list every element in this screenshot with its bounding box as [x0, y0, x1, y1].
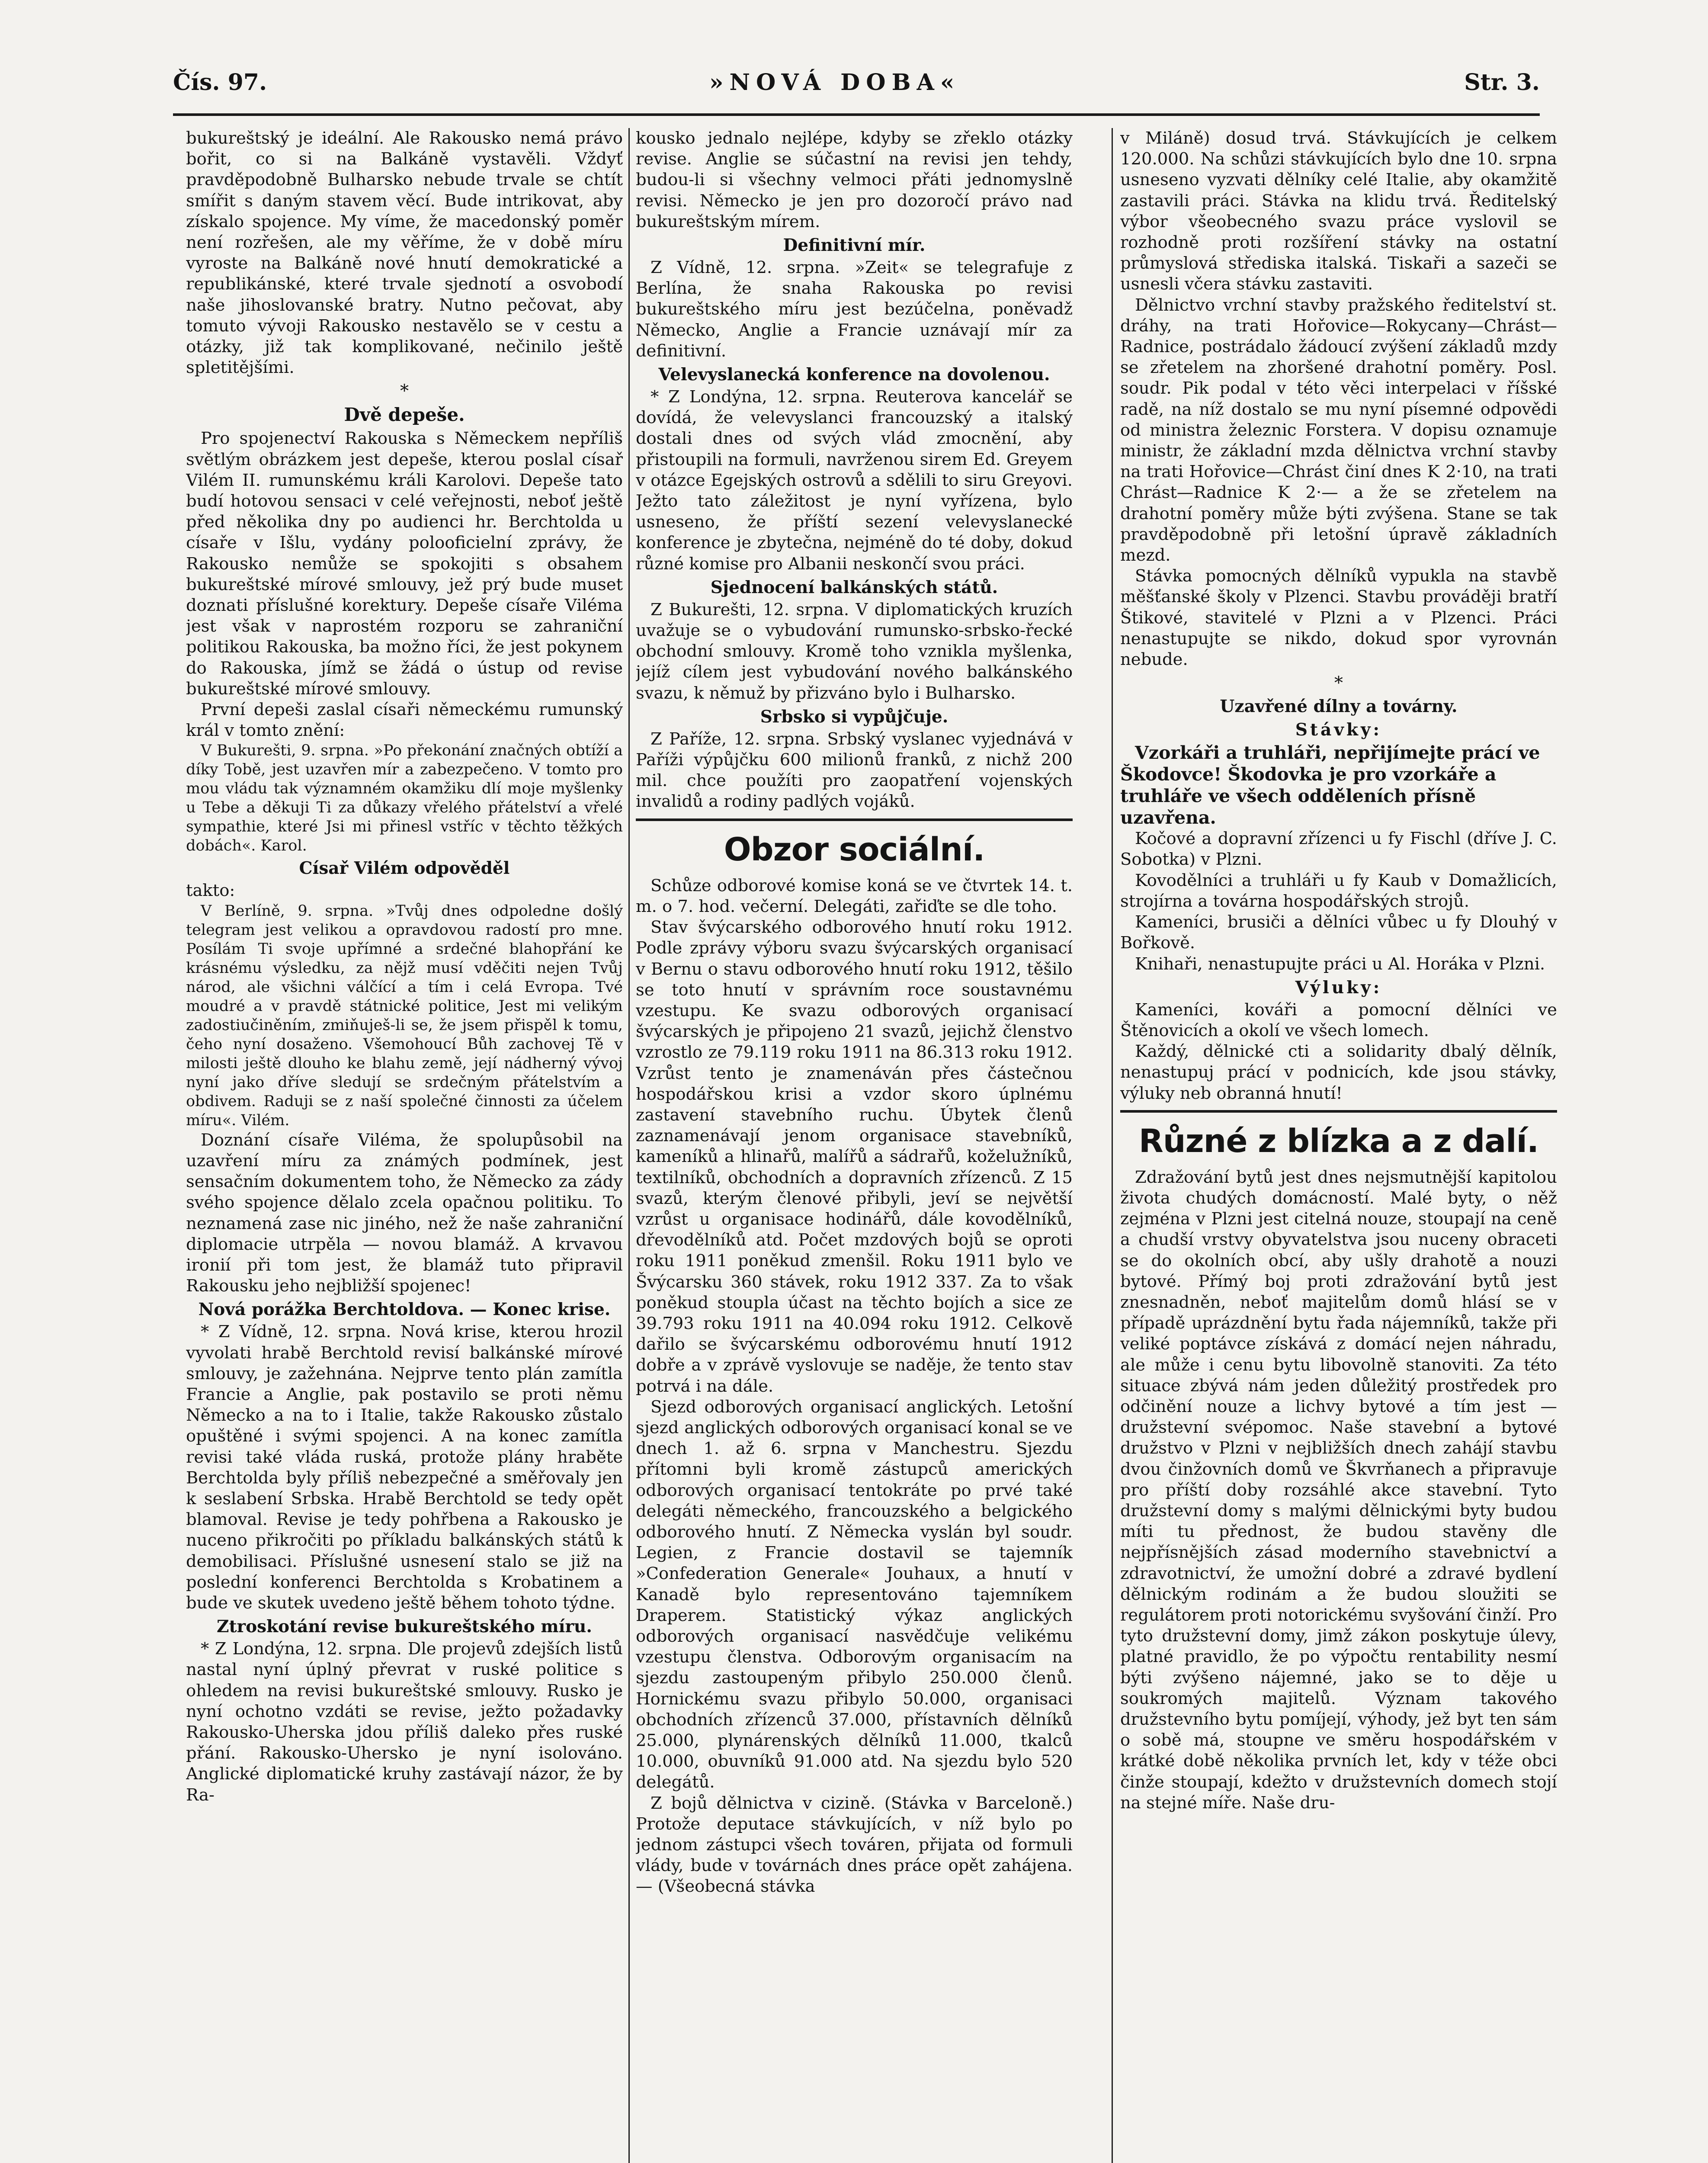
page-header — [173, 69, 1540, 108]
section-rule — [636, 818, 1073, 821]
article-subheading: Velevyslanecká konference na dovolenou. — [658, 365, 1050, 385]
list-item: Knihaři, nenastupujte práci u Al. Horáka v Plzni. — [1135, 954, 1545, 974]
issue-number: Čís. 97. — [173, 69, 267, 96]
section-separator: * — [400, 381, 409, 401]
header-rule — [173, 113, 1540, 116]
article-paragraph: Z Paříže, 12. srpna. Srbský vyslanec vyjednává v Paříži výpůjčku 600 milionů franků, z nichž 200 mil. chce použíti pro zaopatření vojenských invalidů a rodiny padlých vojáků. — [636, 729, 1073, 812]
article-paragraph: Z Vídně, 12. srpna. »Zeit« se telegrafuje z Berlína, že snaha Rakouska po revisi bukureštského míru jest bezúčelna, poněvadž Německo, Anglie a Francie uznávají mír za definitivní. — [636, 258, 1073, 361]
section-separator: * — [1334, 673, 1343, 693]
article-paragraph: * Z Vídně, 12. srpna. Nová krise, kterou hrozil vyvolati hrabě Berchtold revisí balkánské mírové smlouvy, je zažehnána. Nejprve tento plán zamítla Francie a Anglie, pak postavilo se proti němu Německo a na to i Italie, takže Rakousko zůstalo opuštěné i svými spojenci. A na konec zamítla revisi také vláda ruská, protože plány hraběte Berchtolda byly příliš nebezpečné a směřovaly jen k seslabení Srbska. Hrabě Berchtold se tedy opět blamoval. Revise je tedy pohřbena a Rakousko je nuceno přikročiti po příkladu balkánských států k demobilisaci. Příslušné usnesení stalo se již na poslední konferenci Berchtolda s Krobatinem a bude ve skutek uvedeno ještě během tohoto týdne. — [186, 1322, 623, 1613]
article-paragraph: První depeši zaslal císaři německému rumunský král v tomto znění: — [186, 700, 623, 741]
list-item: Kameníci, brusiči a dělníci vůbec u fy Dlouhý v Bořkově. — [1120, 912, 1557, 953]
article-paragraph: Z Bukurešti, 12. srpna. V diplomatických kruzích uvažuje se o vybudování rumunsko-srbsko-řecké obchodní smlouvy. Kromě toho vznikla myšlenka, jejíž cílem jest vybudování nového balkánského svazu, k němuž by přizváno bylo i Bulharsko. — [636, 600, 1073, 703]
article-paragraph: Z bojů dělnictva v cizině. (Stávka v Barceloně.) Protože deputace stávkujících, v níž bylo po jednom zástupci všech továren, přijata od formuli vlády, bude v továrnách dnes práce opět zahájena. — (Všeobecná stávka — [636, 1793, 1073, 1897]
article-subheading: Císař Vilém odpověděl — [299, 858, 510, 879]
telegram-quote: V Bukurešti, 9. srpna. »Po překonání značných obtíží a díky Tobě, jest uzavřen mír a zabezpečeno. V tomto pro mou vládu tak významném okamžiku dlí moje myšlenky u Tebe a děkuji Ti za důkazy vřelého přátelství a vřelé sympathie, které Jsi mi přinesl vstříc v těchto těžkých dobách«. Karol. — [186, 742, 623, 855]
article-paragraph: bukureštský je ideální. Ale Rakousko nemá právo bořit, co si na Balkáně vystavěli. Vždyť pravděpodobně Bulharsko nebude trvale se chtít smířit s daným stavem věcí. Bude intrikovat, aby získalo spojence. My víme, že macedonský poměr není rozřešen, ale my věříme, že v době míru vyroste na Balkáně nové hnutí demokratické a republikánské, které trvale sjednotí a osvobodí naše jihoslovanské bratry. Nutno pečovat, aby tomuto vývoji Rakousko nestavělo se v cestu a otázky, již tak komplikované, nečinilo ještě spletitějšími. — [186, 128, 623, 378]
list-label: Výluky: — [1295, 977, 1382, 998]
article-paragraph: Každý, dělnické cti a solidarity dbalý dělník, nenastupuj prácí v podnicích, kde jsou stávky, výluky neb obranná hnutí! — [1120, 1042, 1557, 1103]
article-paragraph: Sjezd odborových organisací anglických. Letošní sjezd anglických odborových organisací konal se ve dnech 1. až 6. srpna v Manchestru. Sjezdu přítomni byli kromě zástupců amerických odborových organisací tentokráte po prvé také delegáti německého, francouzského a belgického odborového hnutí. Z Německa vyslán byl soudr. Legien, z Francie dostavil se tajemník »Confederation Generale« Jouhaux, a hnutí v Kanadě bylo representováno tajemníkem Draperem. Statistický výkaz anglických odborových organisací nasvědčuje velikému vzestupu členstva. Odborovým organisacím na sjezdu zastoupeným přibylo 250.000 členů. Hornickému svazu přibylo 50.000, organisaci obchodních zřízenců 37.000, přístavních dělníků 25.000, plynárenských dělníků 11.000, tkalců 10.000, obuvníků 91.000 atd. Na sjezdu bylo 520 delegátů. — [636, 1397, 1073, 1792]
column-divider-2 — [1112, 128, 1113, 2163]
section-rule — [1120, 1110, 1557, 1113]
article-paragraph: kousko jednalo nejlépe, kdyby se zřeklo otázky revise. Anglie se súčastní na revisi jen tehdy, budou-li si všechny velmoci přáti jednomyslně revisi. Německo je jen pro dozoročí právo nad bukureštským mírem. — [636, 128, 1073, 231]
article-paragraph: Schůze odborové komise koná se ve čtvrtek 14. t. m. o 7. hod. večerní. Delegáti, zařiďte se dle toho. — [636, 876, 1073, 916]
column-divider-1 — [628, 128, 630, 2163]
column-1 — [186, 128, 623, 2163]
article-heading: Dvě depeše. — [344, 404, 465, 426]
article-paragraph: Pro spojenectví Rakouska s Německem nepříliš světlým obrázkem jest depeše, kterou poslal císař Vilém II. rumunskému králi Karolovi. Depeše tato budí hotovou sensaci v celé veřejnosti, neboť ještě před několika dny po audienci hr. Berchtolda u císaře v Išlu, vydány polooficielní zprávy, že Rakousko nemůže se spokojiti s obsahem bukureštské mírové smlouvy, jež prý bude muset doznati příslušné korektury. Depeše císaře Viléma jest však v naprostém rozporu se zahraniční politikou Rakouska, ba možno říci, že jest pokynem do Rakouska, jímž se žádá o ústup od revise bukureštské mírové smlouvy. — [186, 429, 623, 699]
article-subheading: Sjednocení balkánských států. — [710, 577, 998, 597]
column-3 — [1120, 128, 1557, 2163]
article-paragraph: * Z Londýna, 12. srpna. Reuterova kancelář se dovídá, že velevyslanci francouzský a italský dostali dnes od svých vlád zmocnění, aby přistoupili na formuli, navrženou sirem Ed. Greyem v otázce Egejských ostrovů a sdělili to siru Greyovi. Ježto tato záležitost je nyní vyřízena, bylo usneseno, že příští sezení velevyslanecké konference je zbytečna, nejméně do té doby, dokud různé komise pro Albanii neskončí svou práci. — [636, 387, 1073, 574]
list-item: Kovodělníci a truhláři u fy Kaub v Domažlicích, strojírna a továrna hospodářských strojů. — [1120, 870, 1557, 911]
strike-notice: Vzorkáři a truhláři, nepřijímejte prácí ve Škodovce! Škodovka je pro vzorkáře a truhláře ve všech odděleních přísně uzavřena. — [1120, 742, 1540, 828]
page-number: Str. 3. — [1464, 69, 1540, 96]
section-heading: Obzor sociální. — [724, 831, 985, 868]
article-subheading: Srbsko si vypůjčuje. — [760, 706, 949, 727]
article-subheading: Uzavřené dílny a továrny. — [1220, 696, 1458, 717]
article-paragraph: v Miláně) dosud trvá. Stávkujících je celkem 120.000. Na schůzi stávkujících bylo dne 10. srpna usneseno vyzvati dělníky celé Italie, aby okamžitě zastavili práci. Stávka na klidu trvá. Ředitelský výbor všeobecného svazu práce vyslovil se rozhodně proti rozšíření stávky na ostatní průmyslová střediska italská. Tiskaři a sazeči se usnesli včera stávku zastaviti. — [1120, 128, 1557, 294]
telegram-quote: V Berlíně, 9. srpna. »Tvůj dnes odpoledne došlý telegram jest velikou a opravdovou radostí pro mne. Posílám Ti svoje upřímné a srdečné blahopřání ke krásnému výsledku, za nějž musí vděčiti nejen Tvůj národ, ale všichni válčící a tím i celá Evropa. Tvé moudré a v pravdě státnické politice, Jest mi velikým zadostiučiněním, zmiňuješ-li se, že jsem přispěl k tomu, čeho nyní dosaženo. Všemohoucí Bůh zachovej Tě v milosti ještě dlouho ke blahu země, její nádherný vývoj nyní jako dříve sledují se srdečným přátelstvím a obdivem. Raduji se z naší společné činnosti za účelem míru«. Vilém. — [186, 902, 623, 1129]
article-paragraph: * Z Londýna, 12. srpna. Dle projevů zdejších listů nastal nyní úplný převrat v ruské politice s ohledem na revisi bukureštské smlouvy. Rusko je nyní ochotno vzdáti se revise, ježto požadavky Rakousko-Uherska jdou příliš daleko přes ruské přání. Rakousko-Uhersko je nyní isolováno. Anglické diplomatické kruhy zastávají názor, že by Ra- — [186, 1639, 623, 1805]
article-subheading: Nová porážka Berchtoldova. — Konec krise. — [198, 1300, 611, 1320]
article-paragraph: Stávka pomocných dělníků vypukla na stavbě měšťanské školy v Plzenci. Stavbu prováději bratří Štikové, stavitelé v Plzni a v Plzenci. Práci nenastupujte se nikdo, dokud spor vyrovnán nebude. — [1120, 566, 1557, 670]
article-subheading: Ztroskotání revise bukureštského míru. — [217, 1617, 592, 1637]
article-paragraph: Zdražování bytů jest dnes nejsmutnější kapitolou života chudých domácností. Malé byty, o něž zejména v Plzni jest citelná nouze, stoupají na ceně a chudší vrstvy obyvatelstva jsou nuceny obraceti se do okolních obcí, aby ušly drahotě a nouzi bytové. Přímý boj proti zdražování bytů jest znesnadněn, neboť majitelům domů hlásí se v případě uprázdnění bytu řada nájemníků, takže při veliké poptávce získává z domácí nejen náhradu, ale může i cenu bytu libovolně stanoviti. Za této situace zbývá nám jeden důležitý prostředek pro odčinění nouze a lichvy bytové a tím jest — družstevní svépomoc. Naše stavební a bytové družstvo v Plzni v nejbližších dnech zahájí stavbu dvou činžovních domů ve Škvrňanech a připravuje pro příští doby rozsáhlé akce stavební. Tyto družstevní domy s malými dělnickými byty budou míti tu přednost, že budou stavěny dle nejpřísnějších zásad moderního stavebnictví a zdravotnictví, že umožní dobré a zdravé bydlení dělnickým rodinám a že budou sloužiti se regulátorem proti notorickému svyšování činží. Pro tyto družstevní domy, jimž zákon poskytuje úlevy, platné pravidlo, že po výpočtu rentability nesmí býti zvýšeno nájemné, jako se to děje u soukromých majitelů. Význam takového družstevního bytu pomíjejí, výhody, jež byt ten sám o sobě má, stoupne ve směru hospodářském v krátké době několika prvních let, kdy v téže obci činže stoupají, kdežto v družstevních domech stojí na stejné míře. Naše dru- — [1120, 1167, 1557, 1813]
article-paragraph: takto: — [186, 881, 235, 901]
article-subheading: Definitivní mír. — [783, 235, 926, 256]
newspaper-title: »NOVÁ DOBA« — [709, 69, 961, 96]
article-paragraph: Dělnictvo vrchní stavby pražského ředitelství st. dráhy, na trati Hořovice—Rokycany—Chrást—Radnice, postrádalo žádoucí zvýšení základů mzdy se zřetelem na zhoršené drahotní poměry. Posl. soudr. Pik podal v této věci interpelaci v říšské radě, na níž dostalo se mu nyní písemné odpovědi od ministra železnic Forstera. V dopisu oznamuje ministr, že základní mzda dělnictva vrchní stavby na trati Hořovice—Chrást činí dnes K 2·10, na trati Chrást—Radnice K 2·— a že se zřetelem na drahotní poměry může býti zvýšena. Stane se tak pravděpodobně při letošní úpravě základních mezd. — [1120, 295, 1557, 565]
column-2 — [636, 128, 1073, 2163]
list-item: Kameníci, kováři a pomocní dělníci ve Štěnovicích a okolí ve všech lomech. — [1120, 1000, 1557, 1040]
article-paragraph: Doznání císaře Viléma, že spolupůsobil na uzavření míru za známých podmínek, jest sensačním dokumentem toho, že Německo za zády svého spojence dělalo zcela opačnou politiku. To neznamená zase nic jiného, než že naše zahraniční diplomacie utrpěla — novou blamáž. A krvavou ironií při tom jest, že blamáž tuto připravil Rakousku jeho nejbližší spojenec! — [186, 1130, 623, 1296]
list-item: Kočové a dopravní zřízenci u fy Fischl (dříve J. C. Sobotka) v Plzni. — [1120, 829, 1557, 870]
article-paragraph: Stav švýcarského odborového hnutí roku 1912. Podle zprávy výboru svazu švýcarských organisací v Bernu o stavu odborového hnutí roku 1912, těšilo se toto hnutí v správním roce soustavnému vzestupu. Ke svazu odborových organisací švýcarských je připojeno 21 svazů, jejichž členstvo vzrostlo ze 79.119 roku 1911 na 86.313 roku 1912. Vzrůst tento je znamenáván přes částečnou hospodářskou krisi a vzdor skoro úplnému zastavení stavebního ruchu. Úbytek členů zaznamenávají jenom organisace stavebníků, kameníků a hlinařů, malířů a sádrařů, koželužníků, textilníků, obchodních a dopravních zřízenců. Z 15 svazů, kterým členové přibyli, jeví se největší vzrůst u organisace hodinářů, dále kovodělníků, dřevodělníků atd. Počet mzdových bojů se oproti roku 1911 poněkud zmenšil. Roku 1911 bylo ve Švýcarsku 360 stávek, roku 1912 337. Za to však poněkud stoupla účast na těchto bojích a sice ze 39.793 roku 1911 na 40.094 roku 1912. Celkově dařilo se švýcarskému odborovému hnutí 1912 dobře a v zprávě vyslovuje se naděje, že tento stav potrvá i na dále. — [636, 918, 1073, 1396]
list-label: Stávky: — [1295, 720, 1382, 740]
section-heading: Různé z blízka a z dalí. — [1138, 1122, 1539, 1160]
